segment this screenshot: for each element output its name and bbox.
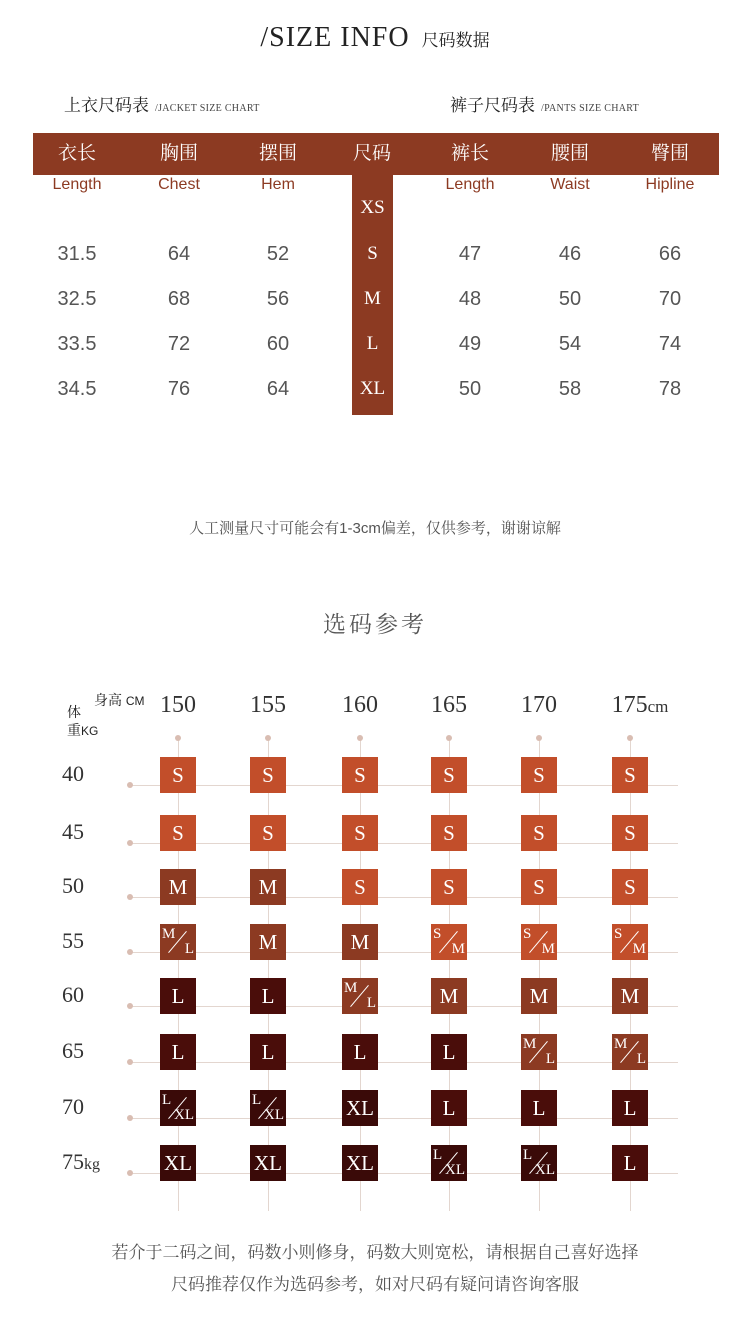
size-recommendation-cell (160, 924, 196, 960)
cell-size-large: XL (445, 1162, 465, 1178)
size-recommendation-cell: S (431, 815, 467, 851)
column-header-cn-2: 摆围 (258, 143, 297, 164)
size-recommendation-cell (431, 1145, 467, 1181)
grid-hline (130, 952, 678, 953)
title-en: /SIZE INFO (260, 22, 410, 53)
height-suffix: cm (647, 697, 669, 716)
table-cell: 56 (266, 288, 290, 310)
weight-label-1: 体 (67, 704, 81, 720)
size-recommendation-cell: L (250, 978, 286, 1014)
height-value-170: 170 (521, 692, 557, 718)
size-recommendation-cell: L (342, 1034, 378, 1070)
grid-dot (127, 1115, 133, 1121)
footer-line-1: 若介于二码之间，码数小则修身，码数大则宽松，请根据自己喜好选择 (111, 1243, 639, 1262)
cell-size-small: M (614, 1036, 628, 1052)
pants-chart-title (450, 91, 639, 116)
table-cell: 52 (266, 243, 290, 265)
column-header-cn-6: 臀围 (650, 143, 689, 164)
cell-size-small: M (523, 1036, 537, 1052)
cell-size-large: L (366, 995, 376, 1011)
cell-size-large: M (451, 941, 465, 957)
size-recommendation-cell: S (342, 869, 378, 905)
grid-hline (130, 1173, 678, 1174)
size-recommendation-cell: M (431, 978, 467, 1014)
weight-value-60: 60 (62, 982, 84, 1007)
column-header-en-0: Length (52, 176, 102, 193)
cell-size-small: L (252, 1092, 262, 1108)
grid-vline (630, 738, 631, 1211)
weight-axis-label (67, 703, 98, 740)
grid-hline (130, 897, 678, 898)
table-cell: 47 (458, 243, 482, 265)
weight-value-55: 55 (62, 928, 84, 953)
size-recommendation-cell: XL (250, 1145, 286, 1181)
size-recommendation-cell: S (612, 869, 648, 905)
size-recommendation-cell (250, 1090, 286, 1126)
size-recommendation-cell (342, 978, 378, 1014)
table-cell: 31.5 (57, 243, 97, 265)
size-label: XL (359, 378, 386, 399)
cell-size-small: M (344, 980, 358, 996)
table-cell: 78 (658, 378, 682, 400)
grid-vline (268, 738, 269, 1211)
table-cell: 33.5 (57, 333, 97, 355)
size-recommendation-cell: M (521, 978, 557, 1014)
size-recommendation-cell: L (160, 1034, 196, 1070)
cell-size-small: S (433, 926, 442, 942)
column-header-cn-1: 胸围 (159, 143, 198, 164)
size-recommendation-cell: XL (342, 1090, 378, 1126)
height-value-150: 150 (160, 692, 196, 718)
footer-line-2: 尺码推荐仅作为选码参考，如对尺码有疑问请咨询客服 (171, 1275, 579, 1294)
grid-dot (127, 1003, 133, 1009)
grid-dot (536, 735, 542, 741)
size-recommendation-cell: S (250, 815, 286, 851)
column-header-en-2: Hem (261, 176, 295, 193)
cell-size-large: XL (264, 1107, 284, 1123)
size-label-xs: XS (360, 197, 385, 218)
grid-dot (127, 840, 133, 846)
cell-size-small: L (523, 1147, 533, 1163)
size-recommendation-cell: S (521, 869, 557, 905)
cell-size-small: L (433, 1147, 443, 1163)
table-cell: 48 (458, 288, 482, 310)
size-recommendation-cell: S (431, 757, 467, 793)
cell-size-large: XL (174, 1107, 194, 1123)
weight-value-45: 45 (62, 819, 84, 844)
grid-dot (446, 735, 452, 741)
size-recommendation-cell (612, 924, 648, 960)
height-value-155: 155 (250, 692, 286, 718)
size-recommendation-cell (521, 1034, 557, 1070)
weight-value-70: 70 (62, 1094, 84, 1119)
height-axis-label (94, 690, 145, 710)
grid-dot (265, 735, 271, 741)
table-cell: 50 (458, 378, 482, 400)
column-header-en-6: Hipline (645, 176, 695, 193)
size-guide-title: 选码参考 (323, 611, 427, 637)
cell-size-small: S (614, 926, 623, 942)
cell-size-large: L (636, 1051, 646, 1067)
size-recommendation-cell (521, 924, 557, 960)
table-cell: 49 (458, 333, 482, 355)
table-cell: 68 (167, 288, 191, 310)
size-recommendation-cell: M (250, 924, 286, 960)
column-header-cn-4: 裤长 (450, 143, 489, 164)
height-value-160: 160 (342, 692, 378, 718)
weight-label-2: 重 (67, 722, 81, 738)
size-recommendation-cell (160, 1090, 196, 1126)
size-recommendation-cell: XL (342, 1145, 378, 1181)
size-recommendation-cell: M (612, 978, 648, 1014)
size-recommendation-cell: M (342, 924, 378, 960)
size-recommendation-cell: S (612, 757, 648, 793)
cell-size-large: L (545, 1051, 555, 1067)
grid-hline (130, 843, 678, 844)
column-header-cn-5: 腰围 (550, 143, 589, 164)
grid-dot (175, 735, 181, 741)
weight-value-65: 65 (62, 1038, 84, 1063)
column-header-cn-3: 尺码 (352, 143, 391, 164)
cell-size-large: XL (535, 1162, 555, 1178)
page-title (0, 22, 750, 54)
grid-dot (127, 1059, 133, 1065)
jacket-chart-title (64, 91, 260, 116)
size-recommendation-cell: S (431, 869, 467, 905)
size-recommendation-cell (521, 1145, 557, 1181)
weight-value-40: 40 (62, 761, 84, 786)
weight-unit: KG (81, 724, 99, 738)
cell-size-large: M (541, 941, 555, 957)
size-recommendation-cell (431, 924, 467, 960)
weight-value-75: 75kg (62, 1149, 100, 1174)
grid-dot (127, 1170, 133, 1176)
jacket-title-en: /JACKET SIZE CHART (155, 103, 260, 114)
size-recommendation-cell: S (612, 815, 648, 851)
grid-vline (178, 738, 179, 1211)
table-cell: 50 (558, 288, 582, 310)
size-recommendation-cell: L (521, 1090, 557, 1126)
size-label: S (367, 243, 378, 264)
height-value-165: 165 (431, 692, 467, 718)
grid-dot (127, 894, 133, 900)
grid-vline (449, 738, 450, 1211)
column-header-en-4: Length (445, 176, 495, 193)
size-label: L (366, 333, 379, 354)
table-cell: 66 (658, 243, 682, 265)
jacket-title-cn: 上衣尺码表 (64, 96, 149, 115)
table-cell: 64 (167, 243, 191, 265)
size-recommendation-cell: S (342, 815, 378, 851)
grid-hline (130, 785, 678, 786)
size-recommendation-cell: XL (160, 1145, 196, 1181)
table-cell: 76 (167, 378, 191, 400)
measurement-note: 人工测量尺寸可能会有1-3cm偏差，仅供参考，谢谢谅解 (189, 520, 561, 537)
table-cell: 34.5 (57, 378, 97, 400)
grid-dot (127, 782, 133, 788)
height-value-175: 175cm (611, 692, 669, 718)
column-header-cn-0: 衣长 (57, 143, 96, 164)
size-recommendation-cell: L (612, 1090, 648, 1126)
size-recommendation-cell: S (521, 815, 557, 851)
table-cell: 64 (266, 378, 290, 400)
title-cn: 尺码数据 (421, 31, 490, 50)
table-cell: 60 (266, 333, 290, 355)
size-recommendation-cell: M (160, 869, 196, 905)
size-recommendation-cell: L (431, 1034, 467, 1070)
cell-size-small: M (162, 926, 176, 942)
cell-size-large: L (184, 941, 194, 957)
grid-hline (130, 1006, 678, 1007)
size-recommendation-cell (612, 1034, 648, 1070)
size-recommendation-cell: L (612, 1145, 648, 1181)
table-cell: 70 (658, 288, 682, 310)
grid-hline (130, 1062, 678, 1063)
size-recommendation-cell: S (160, 815, 196, 851)
grid-dot (127, 949, 133, 955)
table-cell: 58 (558, 378, 582, 400)
table-cell: 74 (658, 333, 682, 355)
cell-size-small: L (162, 1092, 172, 1108)
column-header-en-1: Chest (158, 176, 200, 193)
table-cell: 32.5 (57, 288, 97, 310)
height-unit: CM (125, 694, 145, 708)
cell-size-small: S (523, 926, 532, 942)
grid-dot (627, 735, 633, 741)
size-recommendation-cell: L (250, 1034, 286, 1070)
size-recommendation-cell: M (250, 869, 286, 905)
pants-title-cn: 裤子尺码表 (450, 96, 535, 115)
size-label: M (364, 288, 381, 309)
pants-title-en: /PANTS SIZE CHART (541, 103, 640, 114)
column-header-en-5: Waist (550, 176, 590, 193)
grid-vline (539, 738, 540, 1211)
height-label: 身高 (94, 692, 122, 708)
size-recommendation-cell: S (521, 757, 557, 793)
size-recommendation-cell: L (160, 978, 196, 1014)
weight-suffix: kg (84, 1156, 100, 1173)
table-cell: 54 (558, 333, 582, 355)
table-cell: 46 (558, 243, 582, 265)
size-recommendation-cell: S (160, 757, 196, 793)
size-recommendation-cell: S (250, 757, 286, 793)
cell-size-large: M (632, 941, 646, 957)
table-cell: 72 (167, 333, 191, 355)
grid-dot (357, 735, 363, 741)
size-recommendation-cell: L (431, 1090, 467, 1126)
weight-value-50: 50 (62, 873, 84, 898)
size-recommendation-cell: S (342, 757, 378, 793)
grid-vline (360, 738, 361, 1211)
grid-hline (130, 1118, 678, 1119)
